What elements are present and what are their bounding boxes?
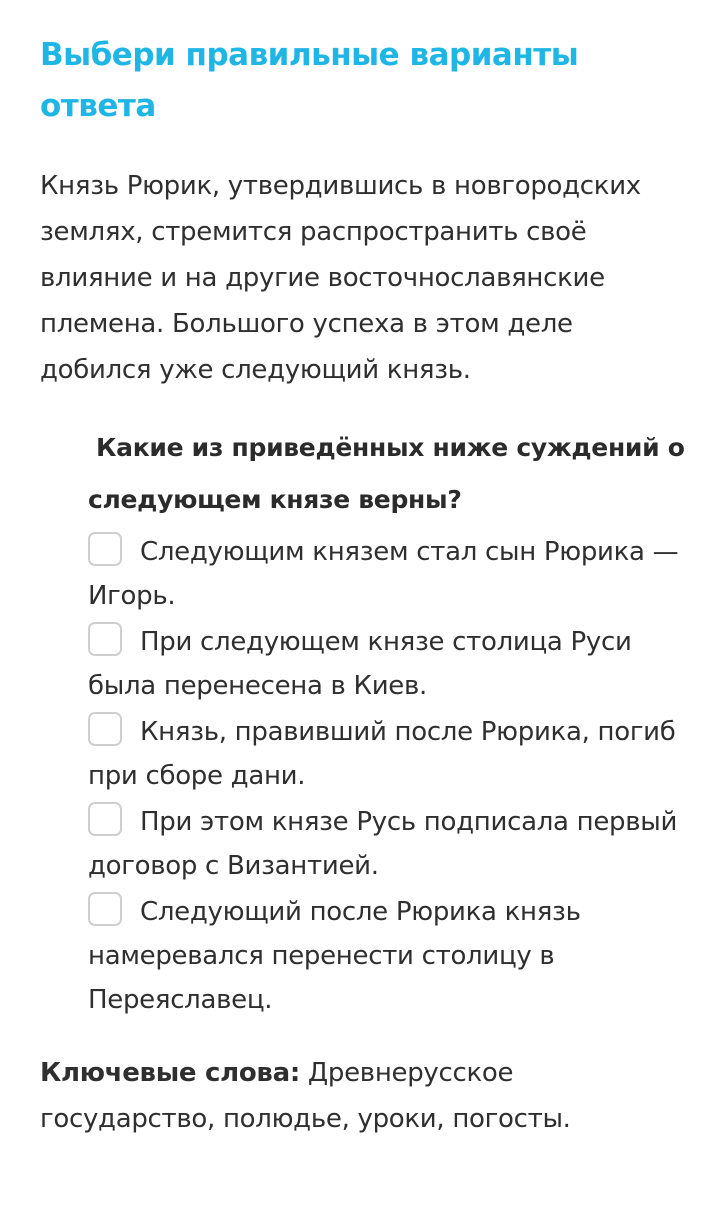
checkbox-icon[interactable] bbox=[88, 622, 122, 656]
answer-option-3[interactable] bbox=[88, 710, 688, 798]
answer-option-2[interactable] bbox=[88, 620, 688, 708]
task-question: Какие из приведённых ниже суждений о следующем князе верны? bbox=[88, 433, 685, 514]
answer-option-1[interactable] bbox=[88, 530, 688, 618]
checkbox-icon[interactable] bbox=[88, 892, 122, 926]
task-heading: Выбери правильные варианты ответа bbox=[40, 37, 579, 124]
answer-option-label: При следующем князе столица Руси была перенесена в Киев. bbox=[88, 627, 632, 701]
answer-option-label: Князь, правивший после Рюрика, погиб при сборе дани. bbox=[88, 717, 676, 791]
answer-option-4[interactable] bbox=[88, 800, 688, 888]
checkbox-icon[interactable] bbox=[88, 802, 122, 836]
keywords-label: Ключевые слова: bbox=[40, 1058, 300, 1088]
answer-option-label: Следующий после Рюрика князь намеревался перенести столицу в Переяславец. bbox=[88, 897, 581, 1015]
keywords-block bbox=[40, 1050, 680, 1142]
checkbox-icon[interactable] bbox=[88, 532, 122, 566]
answer-option-label: При этом князе Русь подписала первый договор с Византией. bbox=[88, 807, 678, 881]
checkbox-icon[interactable] bbox=[88, 712, 122, 746]
answer-option-label: Следующим князем стал сын Рюрика — Игорь. bbox=[88, 537, 679, 611]
answer-options-list bbox=[88, 530, 688, 1022]
task-intro-text: Князь Рюрик, утвердившись в новгородских землях, стремится распространить своё влияние и на другие восточнославянские племена. Большого успеха в этом деле добился уже следующий князь. bbox=[40, 171, 641, 385]
keywords-text: Древнерусское государство, полюдье, уроки, погосты. bbox=[40, 1058, 571, 1134]
answer-option-5[interactable] bbox=[88, 890, 688, 1022]
